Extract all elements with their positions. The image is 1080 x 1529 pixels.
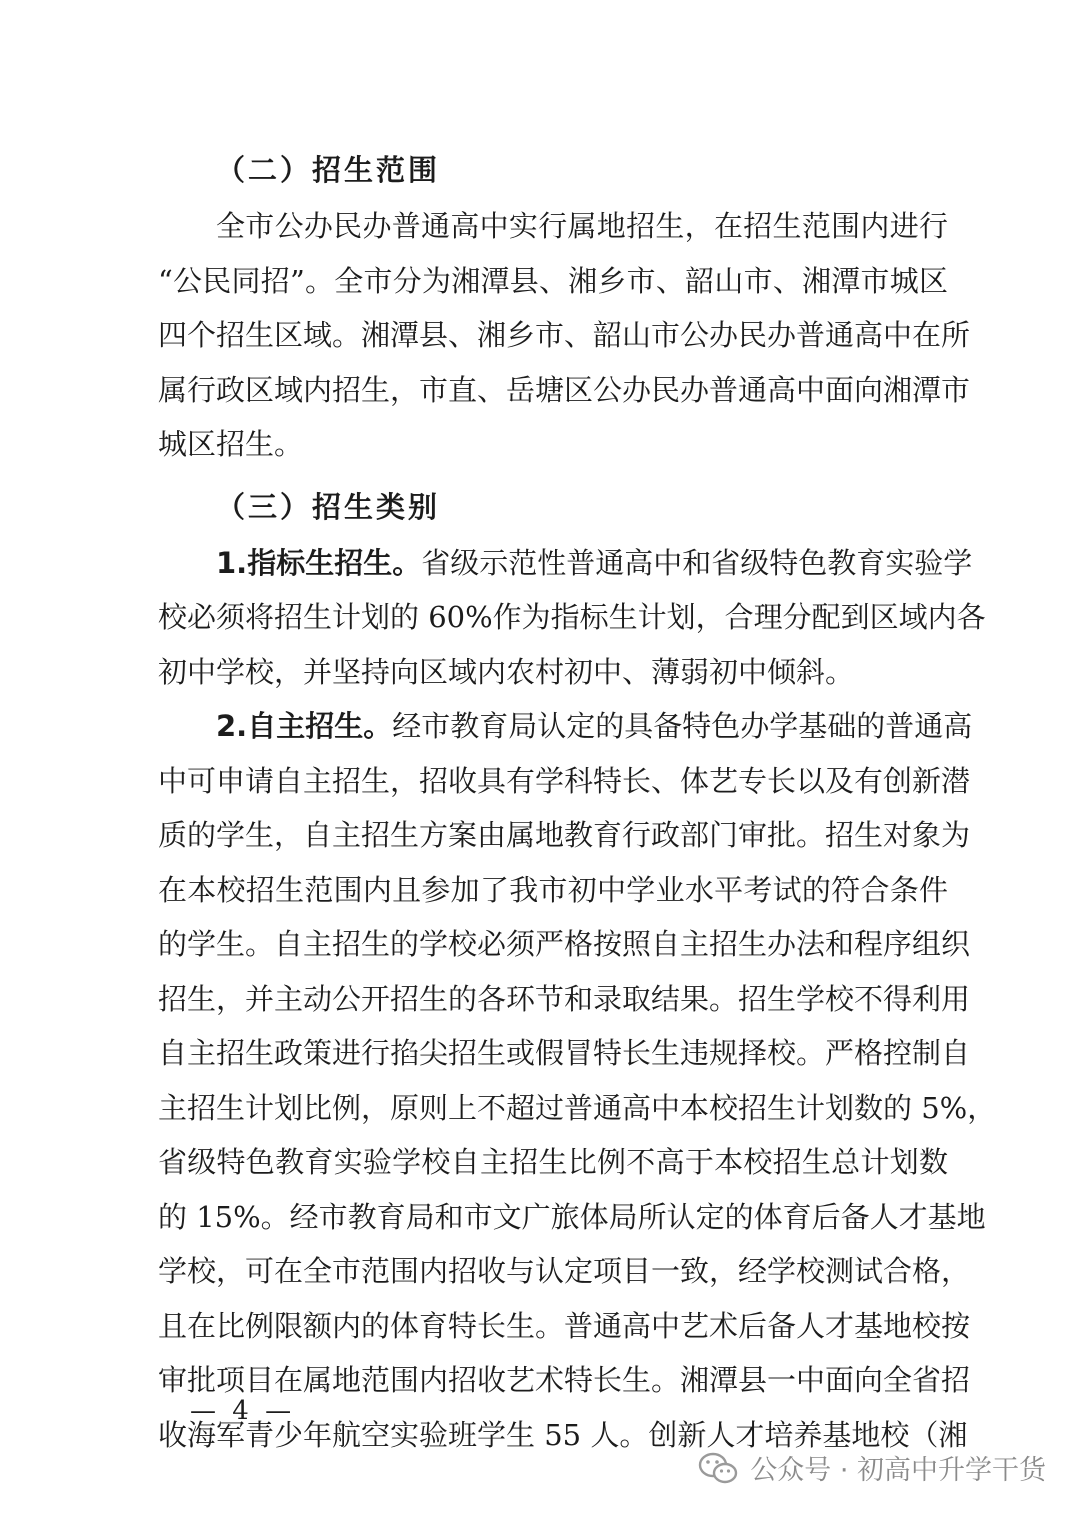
- text-line: [158, 254, 948, 309]
- line-text: 的 15%。经市教育局和市文广旅体局所认定的体育后备人才基地: [158, 1199, 986, 1234]
- section-heading: （三）招生类别: [216, 489, 441, 524]
- line-text: 属行政区域内招生，市直、岳塘区公办民办普通高中面向湘潭市: [158, 372, 971, 407]
- line-text: 收海军青少年航空实验班学生 55 人。创新人才培养基地校（湘: [158, 1417, 968, 1452]
- text-line: [158, 417, 948, 472]
- line-text: 学校，可在全市范围内招收与认定项目一致，经学校测试合格，: [158, 1254, 971, 1288]
- line-text: 且在比例限额内的体育特长生。普通高中艺术后备人才基地校按: [158, 1308, 971, 1343]
- watermark: [698, 1448, 1046, 1487]
- text-line: [158, 972, 971, 1027]
- line-text: 质的学生，自主招生方案由属地教育行政部门审批。招生对象为: [158, 818, 971, 852]
- text-line: [158, 863, 948, 918]
- text-line: [158, 808, 971, 863]
- paragraph: [158, 199, 971, 472]
- text-line: [158, 1026, 971, 1081]
- text-line: [158, 363, 971, 418]
- text-line: [158, 199, 948, 254]
- line-text: 校必须将招生计划的 60%作为指标生计划，合理分配到区域内各: [158, 600, 986, 634]
- line-text: 中可申请自主招生，招收具有学科特长、体艺专长以及有创新潜: [158, 763, 971, 798]
- line-text: 在本校招生范围内且参加了我市初中学业水平考试的符合条件: [158, 872, 948, 907]
- text-line: [158, 699, 973, 754]
- text-line: [158, 1299, 971, 1354]
- text-line: [158, 754, 971, 809]
- section-heading: （二）招生范围: [216, 153, 441, 187]
- text-line: [158, 1190, 986, 1245]
- line-text: 城区招生。: [158, 427, 304, 461]
- line-text: 审批项目在属地范围内招收艺术特长生。湘潭县一中面向全省招: [158, 1363, 971, 1397]
- text-line: [158, 1135, 948, 1190]
- line-text: 四个招生区域。湘潭县、湘乡市、韶山市公办民办普通高中在所: [158, 318, 971, 352]
- line-text: 经市教育局认定的具备特色办学基础的普通高: [392, 709, 973, 743]
- line-text: 省级示范性普通高中和省级特色教育实验学: [421, 545, 973, 580]
- text-line: [158, 1081, 997, 1136]
- text-line: [158, 590, 986, 645]
- text-line: [158, 917, 971, 972]
- line-text: 的学生。自主招生的学校必须严格按照自主招生办法和程序组织: [158, 927, 971, 961]
- text-line: [158, 1244, 971, 1299]
- paragraph-lead: 1.指标生招生。: [216, 545, 422, 580]
- line-text: 省级特色教育实验学校自主招生比例不高于本校招生总计划数: [158, 1145, 948, 1179]
- paragraph: [158, 536, 986, 700]
- line-text: “公民同招”。全市分为湘潭县、湘乡市、韶山市、湘潭市城区: [158, 263, 948, 298]
- line-text: 初中学校，并坚持向区域内农村初中、薄弱初中倾斜。: [158, 654, 855, 689]
- text-line: [158, 308, 971, 363]
- text-line: [158, 645, 948, 700]
- paragraph: [158, 699, 997, 1462]
- line-text: 主招生计划比例，原则上不超过普通高中本校招生计划数的 5%，: [158, 1090, 997, 1125]
- line-text: 招生，并主动公开招生的各环节和录取结果。招生学校不得利用: [158, 981, 971, 1016]
- wechat-icon: [698, 1451, 738, 1485]
- line-text: 自主招生政策进行掐尖招生或假冒特长生违规择校。严格控制自: [158, 1036, 971, 1070]
- paragraph-lead: 2.自主招生。: [216, 709, 393, 743]
- document-body: [158, 135, 997, 1462]
- line-text: 全市公办民办普通高中实行属地招生，在招生范围内进行: [216, 209, 948, 243]
- page-number: — 4 —: [190, 1396, 296, 1426]
- text-line: [158, 536, 973, 591]
- watermark-text: 公众号 · 初高中升学干货: [750, 1455, 1046, 1486]
